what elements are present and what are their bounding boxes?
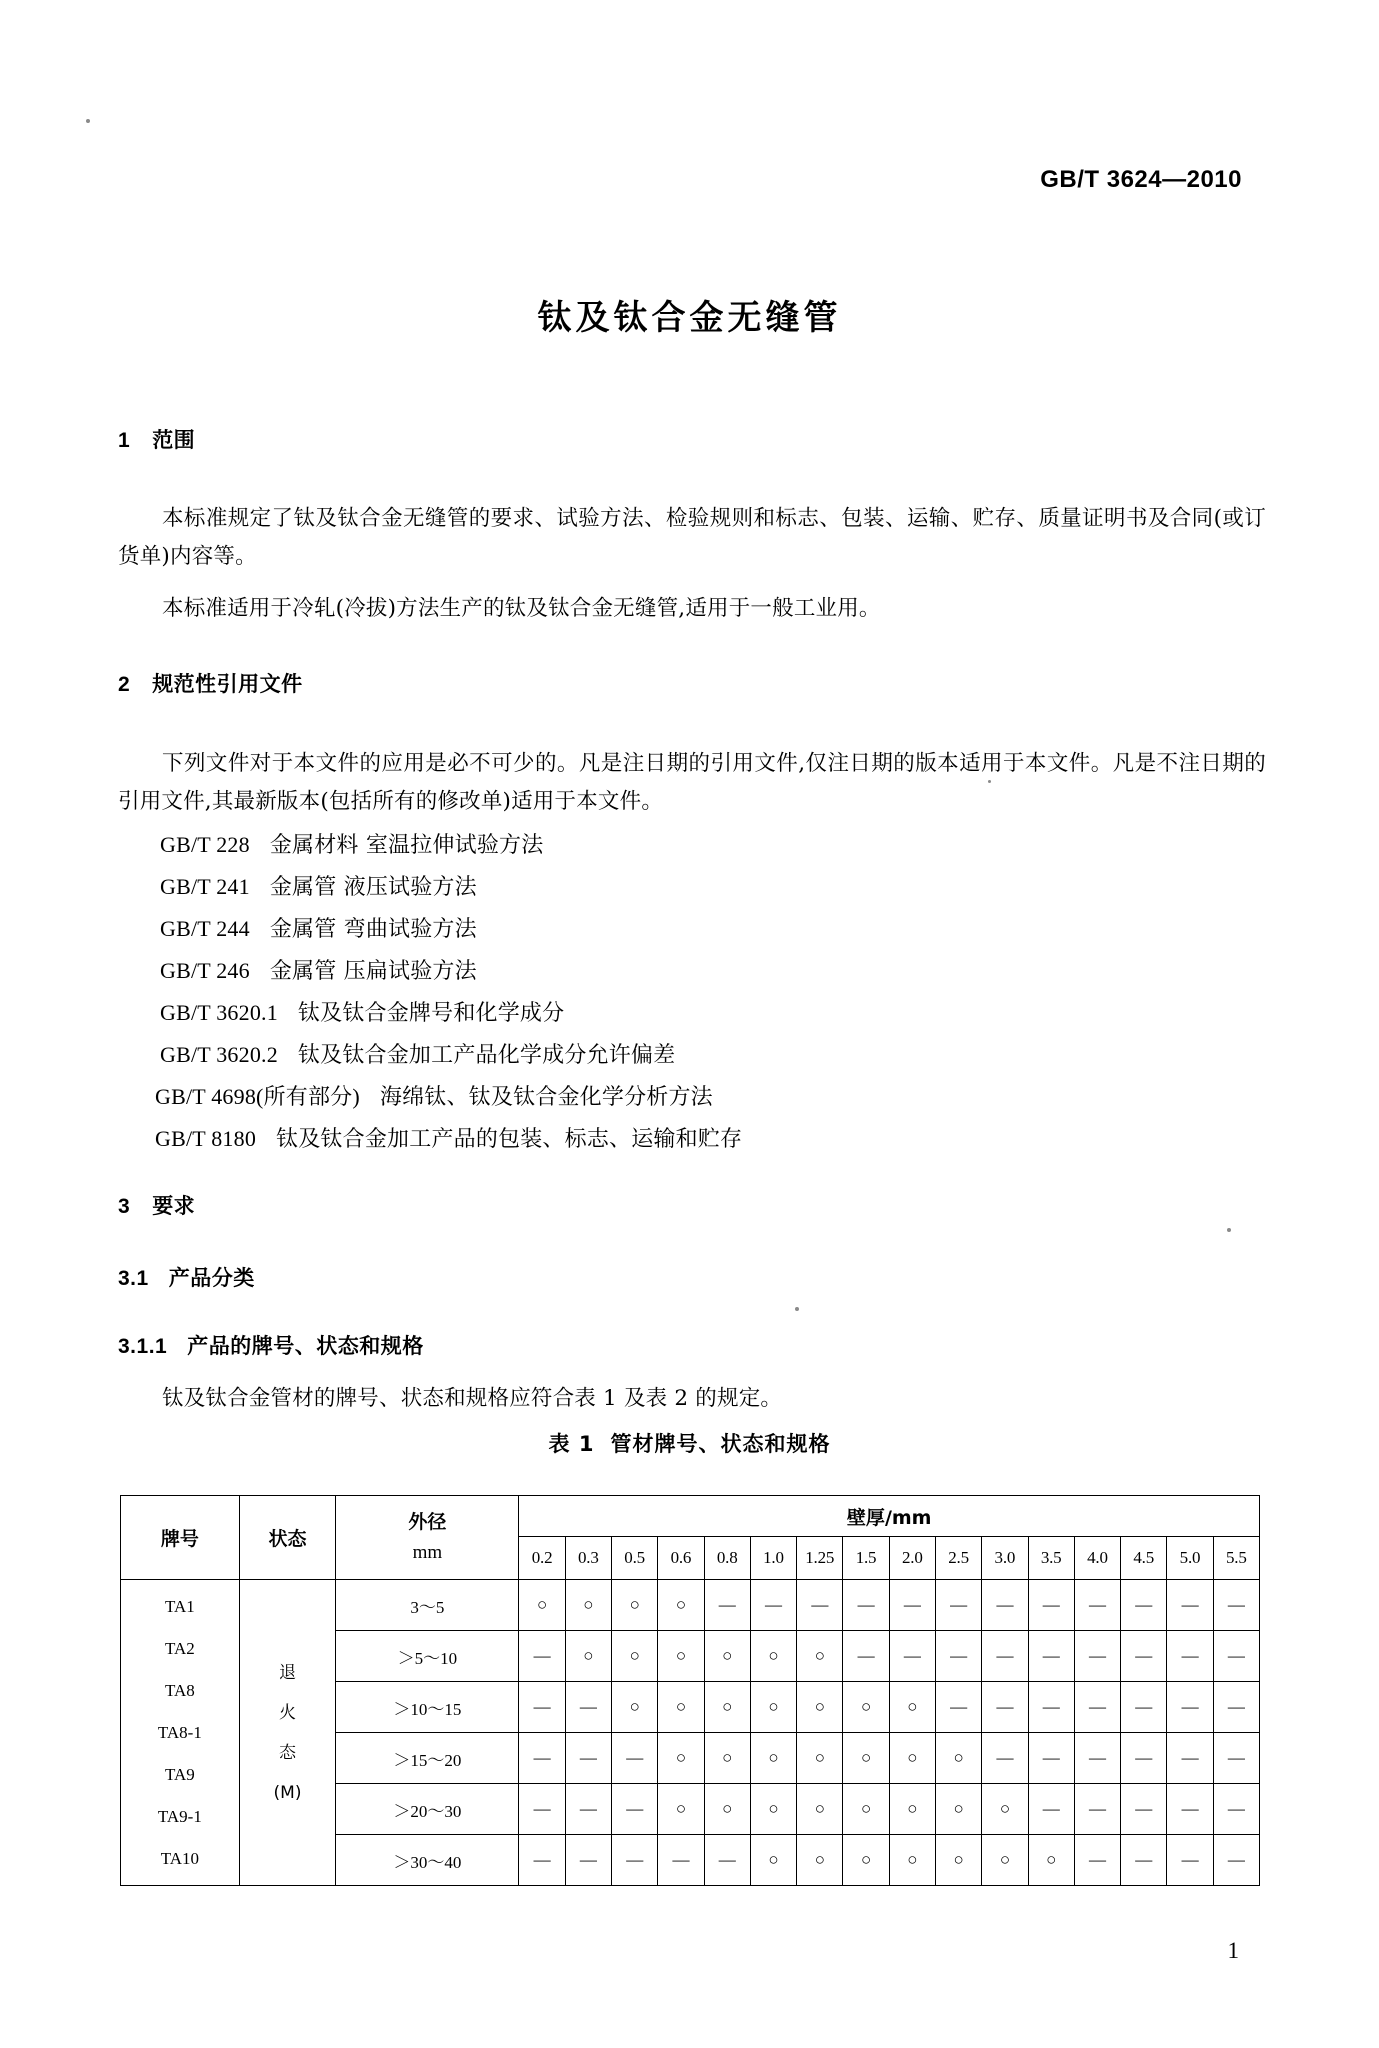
clause-number-3-1: 3.1: [118, 1267, 149, 1290]
table-cell-mark: —: [1167, 1784, 1213, 1835]
table-cell-mark: —: [1028, 1733, 1074, 1784]
table-row: [121, 1580, 1260, 1631]
table-cell-mark: —: [565, 1784, 611, 1835]
table-cell-mark: ○: [797, 1631, 843, 1682]
reference-item: [160, 912, 477, 943]
reference-code: GB/T 244: [160, 916, 250, 941]
reference-code: GB/T 241: [160, 874, 250, 899]
paragraph-scope-2: 本标准适用于冷轧(冷拔)方法生产的钛及钛合金无缝管,适用于一般工业用。: [162, 596, 881, 621]
clause-heading-3-1: [118, 1262, 255, 1292]
table-cell-mark: ○: [658, 1580, 704, 1631]
table-cell-mark: —: [1028, 1631, 1074, 1682]
table-header-wt-7: 1.5: [843, 1537, 889, 1580]
clause-heading-2: [118, 668, 303, 698]
table-1-grade-state-specification: [120, 1495, 1260, 1886]
table-cell-mark: ○: [704, 1733, 750, 1784]
reference-item: [155, 1122, 742, 1153]
table-cell-mark: —: [1167, 1580, 1213, 1631]
reference-code: GB/T 8180: [155, 1126, 257, 1151]
table-cell-mark: ○: [704, 1682, 750, 1733]
table-cell-od: ＞30～40: [336, 1835, 519, 1886]
table-cell-mark: ○: [797, 1682, 843, 1733]
clause-title-3-1-1: 产品的牌号、状态和规格: [187, 1334, 424, 1358]
table-cell-mark: ○: [843, 1733, 889, 1784]
reference-code: GB/T 246: [160, 958, 250, 983]
table-cell-mark: ○: [889, 1835, 935, 1886]
table-cell-mark: ○: [658, 1784, 704, 1835]
table-cell-mark: ○: [565, 1631, 611, 1682]
reference-item: [160, 954, 477, 985]
table-cell-mark: —: [565, 1733, 611, 1784]
table-cell-mark: —: [1028, 1784, 1074, 1835]
grade-ta1: TA1: [164, 1596, 195, 1616]
table-cell-od: ＞10～15: [336, 1682, 519, 1733]
table-cell-mark: ○: [935, 1733, 981, 1784]
table-cell-mark: —: [982, 1682, 1028, 1733]
table-cell-mark: —: [1213, 1784, 1259, 1835]
table-cell-mark: —: [704, 1580, 750, 1631]
table-header-wt-unit: /mm: [884, 1506, 932, 1529]
reference-item: [160, 996, 564, 1027]
table-cell-mark: ○: [519, 1580, 565, 1631]
table-cell-mark: —: [519, 1835, 565, 1886]
table-cell-mark: —: [982, 1631, 1028, 1682]
table-1-title: 管材牌号、状态和规格: [610, 1432, 831, 1456]
table-cell-mark: ○: [611, 1580, 657, 1631]
table-1-head: [121, 1496, 1260, 1580]
reference-item: [160, 870, 477, 901]
reference-title: 金属管 压扁试验方法: [269, 959, 477, 984]
table-1-label: 表 1: [548, 1432, 595, 1456]
table-cell-mark: —: [611, 1733, 657, 1784]
reference-item: [160, 1038, 675, 1069]
table-cell-mark: —: [797, 1580, 843, 1631]
reference-code: GB/T 4698(所有部分): [155, 1084, 360, 1109]
table-cell-mark: —: [519, 1682, 565, 1733]
table-cell-mark: —: [750, 1580, 796, 1631]
table-cell-mark: —: [982, 1580, 1028, 1631]
state-char-2: 火: [279, 1702, 296, 1723]
table-cell-mark: —: [1074, 1580, 1120, 1631]
table-header-wt-0: 0.2: [519, 1537, 565, 1580]
table-cell-mark: ○: [704, 1631, 750, 1682]
table-cell-mark: ○: [843, 1835, 889, 1886]
table-cell-mark: ○: [889, 1784, 935, 1835]
table-header-wt-3: 0.6: [658, 1537, 704, 1580]
table-cell-mark: ○: [750, 1835, 796, 1886]
table-cell-mark: ○: [658, 1733, 704, 1784]
reference-code: GB/T 228: [160, 832, 250, 857]
clause-number-3: 3: [118, 1195, 131, 1218]
reference-code: GB/T 3620.2: [160, 1042, 278, 1067]
state-char-1: 退: [279, 1662, 296, 1683]
table-cell-mark: ○: [797, 1835, 843, 1886]
table-header-wt-6: 1.25: [797, 1537, 843, 1580]
table-cell-mark: —: [1121, 1835, 1167, 1886]
reference-title: 金属管 液压试验方法: [269, 875, 477, 900]
table-cell-mark: —: [935, 1682, 981, 1733]
table-cell-mark: ○: [797, 1733, 843, 1784]
table-cell-mark: —: [843, 1631, 889, 1682]
reference-item: [160, 828, 543, 859]
table-cell-mark: ○: [658, 1631, 704, 1682]
table-cell-mark: —: [1167, 1682, 1213, 1733]
reference-item: [155, 1080, 713, 1111]
scan-speck: [795, 1307, 799, 1311]
table-cell-mark: —: [935, 1580, 981, 1631]
table-cell-mark: —: [843, 1580, 889, 1631]
scan-speck: [1227, 1228, 1231, 1232]
reference-title: 金属材料 室温拉伸试验方法: [269, 833, 544, 858]
table-header-wt-4: 0.8: [704, 1537, 750, 1580]
table-cell-mark: —: [1167, 1835, 1213, 1886]
table-header-row-top: [121, 1496, 1260, 1537]
table-cell-mark: ○: [750, 1682, 796, 1733]
paragraph-grade-state-spec: 钛及钛合金管材的牌号、状态和规格应符合表 1 及表 2 的规定。: [162, 1386, 783, 1411]
table-cell-mark: ○: [611, 1682, 657, 1733]
table-cell-mark: —: [519, 1631, 565, 1682]
table-cell-mark: —: [565, 1835, 611, 1886]
table-cell-mark: —: [1213, 1733, 1259, 1784]
table-header-wt-label: 壁厚: [846, 1506, 885, 1529]
table-header-wt-5: 1.0: [750, 1537, 796, 1580]
table-cell-grades: [121, 1580, 240, 1886]
grade-ta8: TA8: [164, 1680, 195, 1700]
table-header-wt-11: 3.5: [1028, 1537, 1074, 1580]
table-1-body: [121, 1580, 1260, 1886]
table-cell-mark: ○: [565, 1580, 611, 1631]
clause-heading-1: [118, 424, 195, 454]
clause-title-3-1: 产品分类: [168, 1266, 255, 1290]
table-cell-mark: —: [1167, 1631, 1213, 1682]
clause-number-2: 2: [118, 673, 131, 696]
grade-ta10: TA10: [160, 1848, 200, 1868]
clause-title-3: 要求: [152, 1194, 196, 1218]
clause-number-1: 1: [118, 429, 131, 452]
table-cell-mark: ○: [611, 1631, 657, 1682]
table-cell-mark: ○: [704, 1784, 750, 1835]
table-cell-mark: —: [935, 1631, 981, 1682]
state-code-m: (M): [273, 1782, 302, 1803]
table-cell-mark: —: [1074, 1631, 1120, 1682]
table-cell-mark: ○: [843, 1784, 889, 1835]
reference-title: 海绵钛、钛及钛合金化学分析方法: [379, 1085, 713, 1110]
table-cell-mark: —: [1028, 1580, 1074, 1631]
table-cell-mark: ○: [935, 1784, 981, 1835]
table-cell-mark: —: [1074, 1682, 1120, 1733]
table-cell-mark: ○: [750, 1784, 796, 1835]
table-cell-mark: —: [1213, 1580, 1259, 1631]
table-cell-mark: —: [1074, 1784, 1120, 1835]
table-header-wt-14: 5.0: [1167, 1537, 1213, 1580]
paragraph-scope-1: 本标准规定了钛及钛合金无缝管的要求、试验方法、检验规则和标志、包装、运输、贮存、质量证明书及合同(或订货单)内容等。: [118, 506, 1266, 569]
table-cell-mark: —: [1121, 1784, 1167, 1835]
reference-title: 钛及钛合金加工产品化学成分允许偏差: [297, 1043, 676, 1068]
table-cell-mark: —: [1074, 1835, 1120, 1886]
clause-number-3-1-1: 3.1.1: [118, 1335, 168, 1358]
table-cell-mark: ○: [889, 1733, 935, 1784]
page-title: 钛及钛合金无缝管: [537, 298, 842, 338]
reference-title: 钛及钛合金加工产品的包装、标志、运输和贮存: [276, 1127, 743, 1152]
table-cell-mark: —: [611, 1835, 657, 1886]
table-cell-mark: —: [704, 1835, 750, 1886]
table-cell-mark: —: [1121, 1682, 1167, 1733]
table-1-caption: [0, 1428, 1379, 1458]
grade-ta2: TA2: [164, 1638, 195, 1658]
reference-title: 钛及钛合金牌号和化学成分: [297, 1001, 565, 1026]
state-char-3: 态: [279, 1742, 296, 1763]
table-cell-mark: ○: [935, 1835, 981, 1886]
table-cell-state-annealed: [239, 1580, 336, 1886]
table-cell-mark: —: [889, 1631, 935, 1682]
table-header-wt-15: 5.5: [1213, 1537, 1259, 1580]
document-header-standard-number: GB/T 3624—2010: [1040, 166, 1242, 193]
table-header-od-label: 外径: [408, 1510, 447, 1533]
table-header-wall-thickness-group: [519, 1496, 1260, 1537]
table-header-wt-1: 0.3: [565, 1537, 611, 1580]
clause-heading-3-1-1: [118, 1330, 424, 1360]
table-cell-mark: ○: [843, 1682, 889, 1733]
table-header-wt-8: 2.0: [889, 1537, 935, 1580]
table-cell-mark: —: [565, 1682, 611, 1733]
table-cell-od: ＞15～20: [336, 1733, 519, 1784]
table-cell-mark: —: [1213, 1835, 1259, 1886]
clause-title-1: 范围: [152, 428, 196, 452]
table-cell-mark: ○: [797, 1784, 843, 1835]
clause-heading-3: [118, 1190, 195, 1220]
table-cell-mark: —: [889, 1580, 935, 1631]
table-header-grade: 牌号: [121, 1496, 240, 1580]
table-cell-mark: —: [519, 1784, 565, 1835]
table-cell-mark: ○: [982, 1835, 1028, 1886]
table-header-wt-2: 0.5: [611, 1537, 657, 1580]
table-cell-mark: ○: [1028, 1835, 1074, 1886]
table-cell-mark: —: [658, 1835, 704, 1886]
clause-title-2: 规范性引用文件: [152, 672, 303, 696]
reference-title: 金属管 弯曲试验方法: [269, 917, 477, 942]
table-cell-mark: —: [1167, 1733, 1213, 1784]
reference-code: GB/T 3620.1: [160, 1000, 278, 1025]
grade-ta8-1: TA8-1: [157, 1722, 202, 1742]
table-cell-mark: —: [611, 1784, 657, 1835]
table-header-outer-diameter: [336, 1496, 519, 1580]
grade-ta9-1: TA9-1: [157, 1806, 202, 1826]
table-cell-mark: ○: [750, 1733, 796, 1784]
table-cell-mark: —: [1074, 1733, 1120, 1784]
table-cell-mark: —: [519, 1733, 565, 1784]
table-cell-mark: ○: [889, 1682, 935, 1733]
table-cell-od: ＞20～30: [336, 1784, 519, 1835]
page-number: 1: [1227, 1938, 1239, 1963]
table-cell-mark: —: [1213, 1631, 1259, 1682]
table-cell-mark: —: [1213, 1682, 1259, 1733]
paragraph-normative-refs: 下列文件对于本文件的应用是必不可少的。凡是注日期的引用文件,仅注日期的版本适用于本文件。凡是不注日期的引用文件,其最新版本(包括所有的修改单)适用于本文件。: [118, 751, 1266, 814]
table-cell-mark: —: [1121, 1733, 1167, 1784]
table-cell-mark: —: [982, 1733, 1028, 1784]
scan-speck: [86, 119, 90, 123]
table-header-od-unit: mm: [412, 1541, 443, 1563]
table-header-wt-13: 4.5: [1121, 1537, 1167, 1580]
table-cell-mark: ○: [750, 1631, 796, 1682]
table-cell-mark: —: [1121, 1631, 1167, 1682]
table-cell-mark: —: [1121, 1580, 1167, 1631]
table-cell-mark: ○: [982, 1784, 1028, 1835]
table-cell-od: ＞5～10: [336, 1631, 519, 1682]
table-header-wt-9: 2.5: [935, 1537, 981, 1580]
table-header-wt-12: 4.0: [1074, 1537, 1120, 1580]
table-header-wt-10: 3.0: [982, 1537, 1028, 1580]
grade-ta9: TA9: [164, 1764, 195, 1784]
table-cell-mark: —: [1028, 1682, 1074, 1733]
table-cell-mark: ○: [658, 1682, 704, 1733]
table-cell-od: 3～5: [336, 1580, 519, 1631]
table-header-state: 状态: [239, 1496, 336, 1580]
